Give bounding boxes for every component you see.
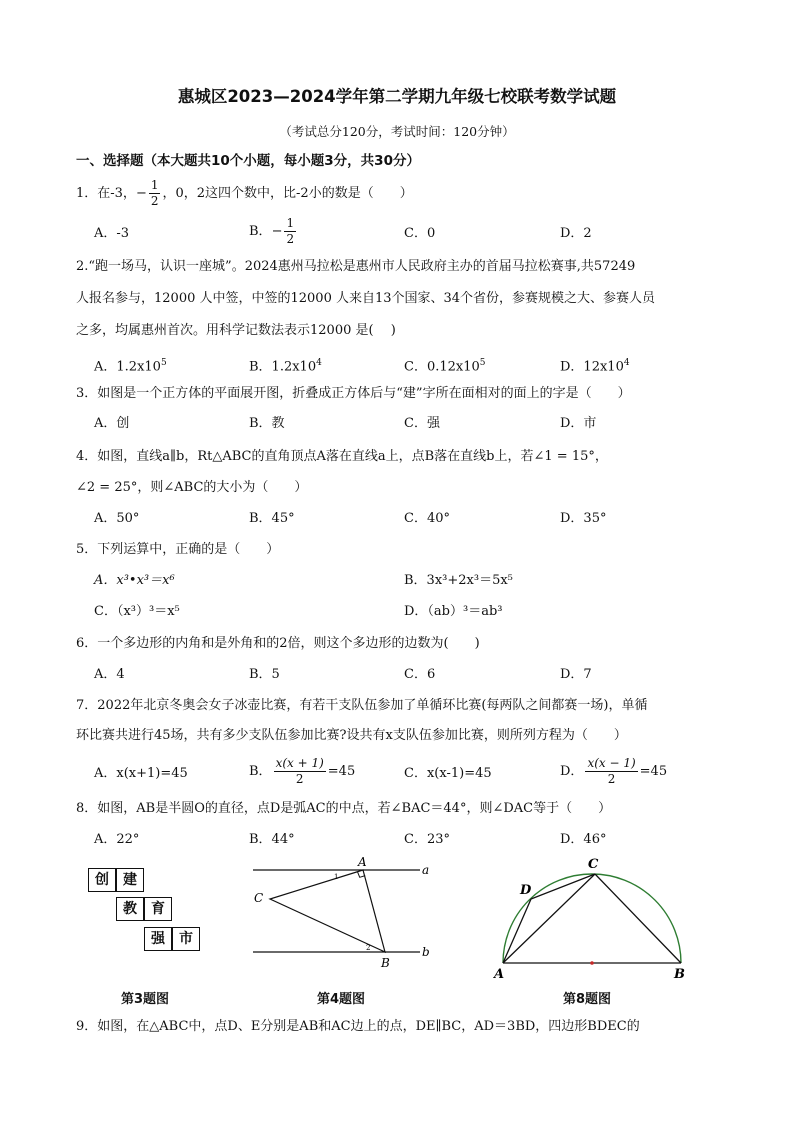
q4-option-d[interactable]: D．35°: [560, 511, 607, 526]
q4-line1: 4．如图，直线a∥b，Rt△ABC的直角顶点A落在直线a上，点B落在直线b上，若∠1 = 15°，: [76, 449, 608, 464]
chord-dc: [531, 874, 595, 899]
exam-info: （考试总分120分，考试时间：120分钟）: [279, 124, 515, 139]
net-cell-jiao: 教: [116, 897, 144, 921]
q1-post: ，0，2这四个数中，比-2小的数是（ ）: [162, 186, 413, 201]
net-cell-shi: 市: [172, 927, 200, 951]
q3-option-c[interactable]: C．强: [404, 416, 440, 431]
q3-option-a[interactable]: A．创: [94, 416, 130, 431]
q7-line1: 7．2022年北京冬奥会女子冰壶比赛，有若干支队伍参加了单循环比赛(每两队之间都赛一场)，单循: [76, 698, 648, 713]
figure-4-caption: 第4题图: [317, 992, 366, 1007]
q3-option-b[interactable]: B．教: [249, 416, 285, 431]
label-C: C: [254, 891, 264, 905]
figure-3-caption: 第3题图: [121, 992, 170, 1007]
chord-ac: [503, 874, 595, 963]
section-heading: 一、选择题（本大题共10个小题，每小题3分，共30分）: [76, 153, 420, 169]
q4-option-c[interactable]: C．40°: [404, 511, 450, 526]
q6-option-c[interactable]: C．6: [404, 667, 436, 682]
net-cell-qiang: 强: [144, 927, 172, 951]
q4-option-b[interactable]: B．45°: [249, 511, 295, 526]
label-A: A: [358, 855, 367, 869]
label-B: B: [674, 967, 685, 982]
q2-line3: 之多，均属惠州首次。用科学记数法表示12000 是( ): [76, 323, 396, 338]
label-angle-2: 2: [366, 944, 371, 952]
label-D: D: [520, 883, 532, 898]
triangle-abc: [270, 870, 385, 952]
q1-option-a[interactable]: A．-3: [94, 226, 130, 241]
net-cell-jian: 建: [116, 868, 144, 892]
q1-pre: 1．在-3，: [76, 186, 136, 201]
q1-option-c[interactable]: C．0: [404, 226, 436, 241]
q2-option-c[interactable]: C．$0.12x10^5$: [404, 358, 486, 375]
net-cell-chuang: 创: [88, 868, 116, 892]
label-b: b: [422, 945, 430, 959]
q7-option-c[interactable]: C．x(x-1)=45: [404, 766, 492, 781]
q9-text: 9．如图，在△ABC中，点D、E分别是AB和AC边上的点，DE∥BC，AD＝3BD，四边形BDEC的: [76, 1019, 640, 1034]
label-C: C: [588, 857, 599, 872]
chord-ad: [503, 899, 531, 963]
q1-fraction: $\frac{1}{2}$: [150, 178, 159, 208]
q6-text: 6．一个多边形的内角和是外角和的2倍，则这个多边形的边数为( ): [76, 636, 480, 651]
q2-option-d[interactable]: D．$12x10^4$: [560, 358, 630, 375]
q8-option-d[interactable]: D．46°: [560, 832, 607, 847]
label-a: a: [422, 863, 430, 877]
q2-line2: 人报名参与，12000 人中签，中签的12000 人来自13个国家、34个省份，参赛规模之大、参赛人员: [76, 291, 656, 306]
q5-option-a[interactable]: A．x³•x³＝x⁶: [94, 573, 175, 588]
question-1: 1．在-3，− $\frac{1}{2}$ ，0，2这四个数中，比-2小的数是（ ）: [76, 178, 413, 208]
q3-option-d[interactable]: D．市: [560, 416, 597, 431]
label-A: A: [494, 967, 505, 982]
q4-option-a[interactable]: A．50°: [94, 511, 140, 526]
label-angle-1: 1: [334, 873, 339, 881]
net-cell-yu: 育: [144, 897, 172, 921]
q2-option-a[interactable]: A．$1.2x10^5$: [94, 358, 167, 375]
q2-option-b[interactable]: B．$1.2x10^4$: [249, 358, 322, 375]
q6-option-a[interactable]: A．4: [94, 667, 125, 682]
q4-line2: ∠2 = 25°，则∠ABC的大小为（ ）: [76, 480, 308, 495]
q7-option-a[interactable]: A．x(x+1)=45: [94, 766, 188, 781]
figure-8-caption: 第8题图: [563, 992, 612, 1007]
center-o-dot: [590, 961, 594, 965]
q1-option-b[interactable]: B．− $\frac{1}{2}$: [249, 216, 295, 246]
q6-option-b[interactable]: B．5: [249, 667, 280, 682]
q2-line1: 2.“跑一场马，认识一座城”。2024惠州马拉松是惠州市人民政府主办的首届马拉松赛事,共57249: [76, 259, 636, 274]
q5-text: 5．下列运算中，正确的是（ ）: [76, 542, 280, 557]
figure-8-diagram: [490, 852, 700, 984]
q8-option-a[interactable]: A．22°: [94, 832, 140, 847]
q3-text: 3．如图是一个正方体的平面展开图，折叠成正方体后与“建”字所在面相对的面上的字是（ ）: [76, 386, 631, 401]
q7-option-d[interactable]: D． $\frac{x(x - 1)}{2}$ =45: [560, 756, 668, 786]
q7-line2: 环比赛共进行45场，共有多少支队伍参加比赛?设共有x支队伍参加比赛，则所列方程为（ ）: [76, 728, 627, 743]
q8-text: 8．如图，AB是半圆O的直径，点D是弧AC的中点，若∠BAC＝44°，则∠DAC等于（ ）: [76, 801, 612, 816]
q6-option-d[interactable]: D．7: [560, 667, 592, 682]
q5-option-b[interactable]: B．3x³+2x³＝5x⁵: [404, 573, 513, 588]
figure-4-diagram: [248, 852, 438, 972]
q8-option-b[interactable]: B．44°: [249, 832, 295, 847]
q1-option-d[interactable]: D．2: [560, 226, 592, 241]
page-title: 惠城区2023—2024学年第二学期九年级七校联考数学试题: [177, 87, 617, 106]
q8-option-c[interactable]: C．23°: [404, 832, 450, 847]
q5-option-d[interactable]: D．（ab）³＝ab³: [404, 604, 503, 619]
q5-option-c[interactable]: C．（x³）³＝x⁵: [94, 604, 180, 619]
label-B: B: [381, 956, 390, 970]
q7-option-b[interactable]: B． $\frac{x(x + 1)}{2}$ =45: [249, 756, 356, 786]
